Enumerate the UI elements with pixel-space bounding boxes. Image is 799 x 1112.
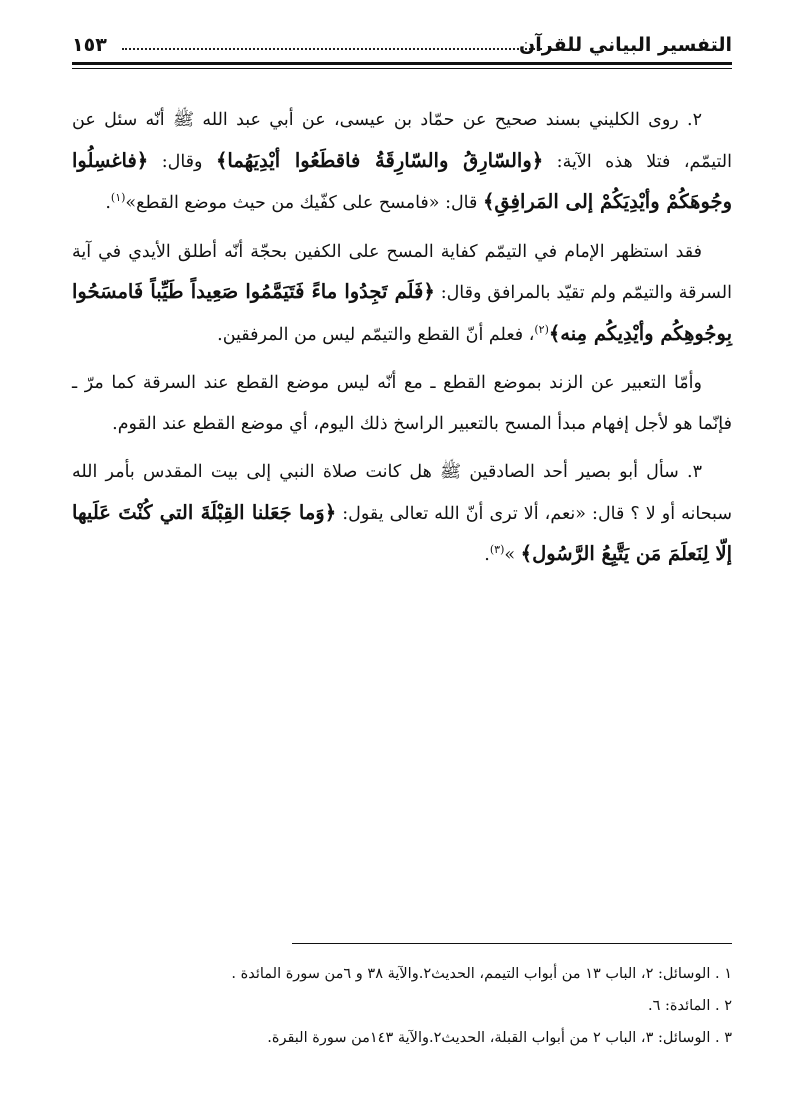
- text-run: ٣. سأل أبو بصير أحد الصادقين ﷺ هل كانت صلاة النبي إلى بيت المقدس بأمر الله سبحانه أو لا ؟ قال: «نعم، ألا ترى أنّ الله تعالى يقول:: [72, 462, 733, 524]
- text-run: ، فعلم أنّ القطع والتيمّم ليس من المرفقين.: [217, 324, 535, 345]
- footnote-2: ٢ . المائدة: ٦.: [647, 998, 732, 1014]
- text-run: وأمّا التعبير عن الزند بموضع القطع ـ مع أنّه ليس موضع القطع عند السرقة كما مرّ ـ فإنّما هو لأجل إفهام مبدأ المسح بالتعبير الراسخ ذلك اليوم، أي موضع القطع عند القوم.: [72, 373, 732, 434]
- footnote-reference: (١): [110, 191, 126, 205]
- footnote-reference: (٢): [534, 322, 549, 336]
- text-run: فقد استظهر الإمام في التيمّم كفاية المسح على الكفين بحجّة أنّه أطلق الأيدي في آية السرقة والتيمّم ولم تقيّد بالمرافق وقال:: [72, 241, 732, 303]
- paragraph-3: [72, 363, 732, 444]
- footnotes: [72, 958, 732, 1054]
- footnote-3: ٣ . الوسائل: ٣، الباب ٢ من أبواب القبلة، الحديث٢.والآية ١٤٣من سورة البقرة.: [267, 1030, 732, 1046]
- header-rule-thick: [72, 62, 732, 65]
- paragraph-1: [72, 100, 732, 224]
- body-text: [72, 100, 732, 584]
- text-run: ٢. روى الكليني بسند صحيح عن حمّاد بن عيسى، عن أبي عبد الله ﷺ أنّه سئل عن التيمّم، فتلا هذه الآية:: [72, 110, 733, 172]
- running-title: التفسير البياني للقرآن: [519, 34, 732, 56]
- dotted-leader: [122, 48, 542, 50]
- quran-verse: ﴿فاغسِلُوا وجُوهَكُمْ وأيْدِيَكُمْ إلى المَرافِقِ﴾: [72, 148, 732, 213]
- footnote-1: ١ . الوسائل: ٢، الباب ١٣ من أبواب التيمم، الحديث٢.والآية ٣٨ و ٦من سورة المائدة .: [231, 966, 732, 982]
- text-run: قال: «فامسح على كفّيك من حيث موضع القطع»: [125, 193, 483, 213]
- quran-verse: ﴿فَلَم تَجِدُوا ماءً فَتَيَمَّمُوا صَعِيداً طَيِّباً فَامسَحُوا بِوجُوهِكُم وأيْدِيكُم مِنه﴾: [72, 280, 732, 345]
- header-rule-thin: [72, 68, 732, 69]
- page-number: ١٥٣: [72, 34, 107, 56]
- footnote-reference: (٣): [489, 543, 505, 557]
- footnote-separator: [292, 943, 732, 944]
- paragraph-2: [72, 232, 732, 356]
- quran-verse: ﴿والسّارِقُ والسّارِقَةُ فاقطَعُوا أيْدِيَهُما﴾: [216, 148, 544, 172]
- text-run: »: [504, 545, 521, 565]
- text-run: .: [105, 193, 111, 213]
- text-run: .: [484, 545, 490, 565]
- paragraph-4: [72, 452, 732, 576]
- text-run: وقال:: [148, 151, 216, 172]
- quran-verse: ﴿وَما جَعَلنا القِبْلَةَ التي كُنْتَ عَلَيها إلّا لِنَعلَمَ مَن يَتَّبِعُ الرَّسُول﴾: [72, 500, 732, 565]
